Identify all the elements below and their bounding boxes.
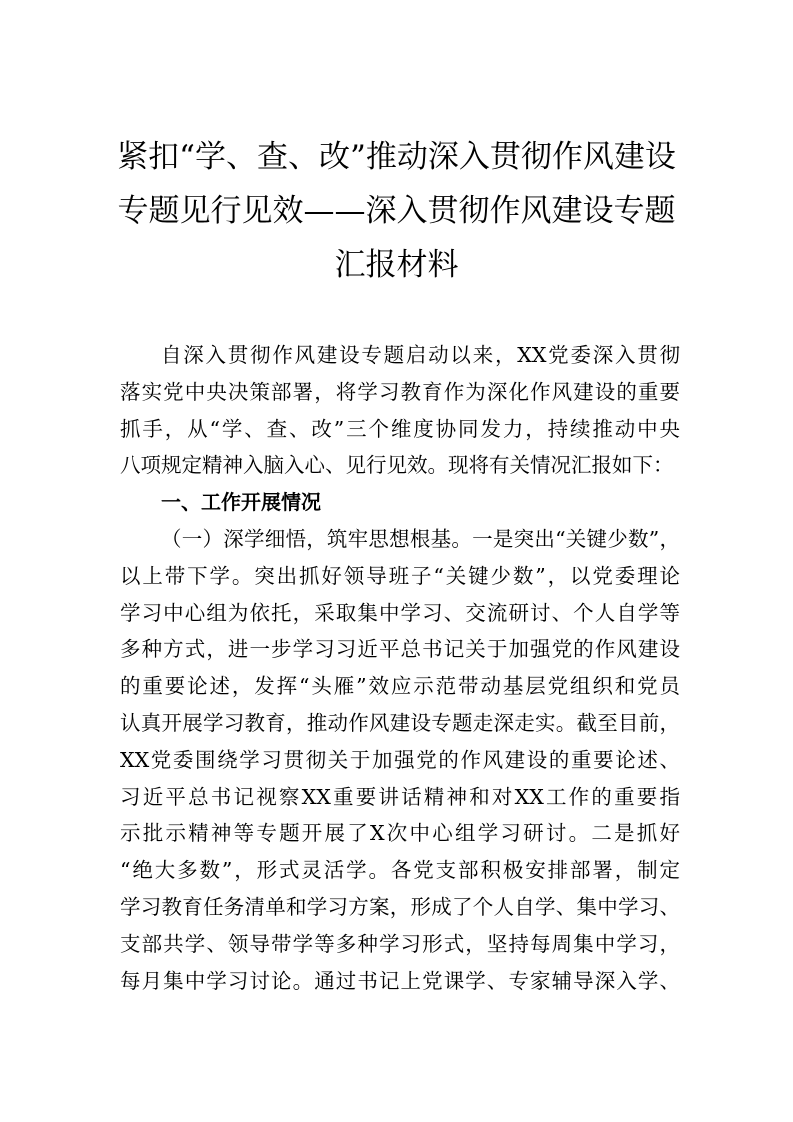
section-heading: 一、工作开展情况 bbox=[161, 490, 321, 515]
text-line: 每月集中学习讨论。通过书记上党课学、专家辅导深入学、 bbox=[120, 968, 680, 993]
text-line: XX党委围绕学习贯彻关于加强党的作风建设的重要论述、 bbox=[120, 747, 680, 772]
text-line: 学习中心组为依托，采取集中学习、交流研讨、个人自学等 bbox=[120, 600, 680, 625]
text-line: 多种方式，进一步学习习近平总书记关于加强党的作风建设 bbox=[120, 637, 680, 662]
title-line: 汇报材料 bbox=[334, 247, 459, 283]
text-line: 认真开展学习教育，推动作风建设专题走深走实。截至目前， bbox=[120, 710, 680, 735]
text-line: 示批示精神等专题开展了X次中心组学习研讨。二是抓好 bbox=[120, 821, 680, 846]
text-line: 以上带下学。突出抓好领导班子“关键少数”，以党委理论 bbox=[120, 563, 680, 588]
title-line: 专题见行见效——深入贯彻作风建设专题 bbox=[117, 193, 676, 229]
text-line: “绝大多数”，形式灵活学。各党支部积极安排部署，制定 bbox=[120, 858, 680, 883]
document-body bbox=[120, 337, 680, 999]
text-line: （一）深学细悟，筑牢思想根基。一是突出“关键少数”， bbox=[161, 526, 680, 551]
text-line: 学习教育任务清单和学习方案，形成了个人自学、集中学习、 bbox=[120, 894, 680, 919]
text-line: 抓手，从“学、查、改”三个维度协同发力，持续推动中央 bbox=[120, 416, 680, 441]
text-line: 支部共学、领导带学等多种学习形式，坚持每周集中学习， bbox=[120, 931, 680, 956]
title-line: 紧扣“学、查、改”推动深入贯彻作风建设 bbox=[117, 139, 676, 175]
intro-paragraph bbox=[120, 337, 680, 484]
text-line: 习近平总书记视察XX重要讲话精神和对XX工作的重要指 bbox=[120, 784, 680, 809]
section-paragraph bbox=[120, 521, 680, 999]
text-line: 的重要论述，发挥“头雁”效应示范带动基层党组织和党员 bbox=[120, 674, 680, 699]
text-line: 八项规定精神入脑入心、见行见效。现将有关情况汇报如下： bbox=[120, 453, 674, 478]
text-line: 自深入贯彻作风建设专题启动以来，XX党委深入贯彻 bbox=[161, 343, 680, 367]
document-title bbox=[100, 130, 693, 292]
text-line: 落实党中央决策部署，将学习教育作为深化作风建设的重要 bbox=[120, 379, 680, 404]
